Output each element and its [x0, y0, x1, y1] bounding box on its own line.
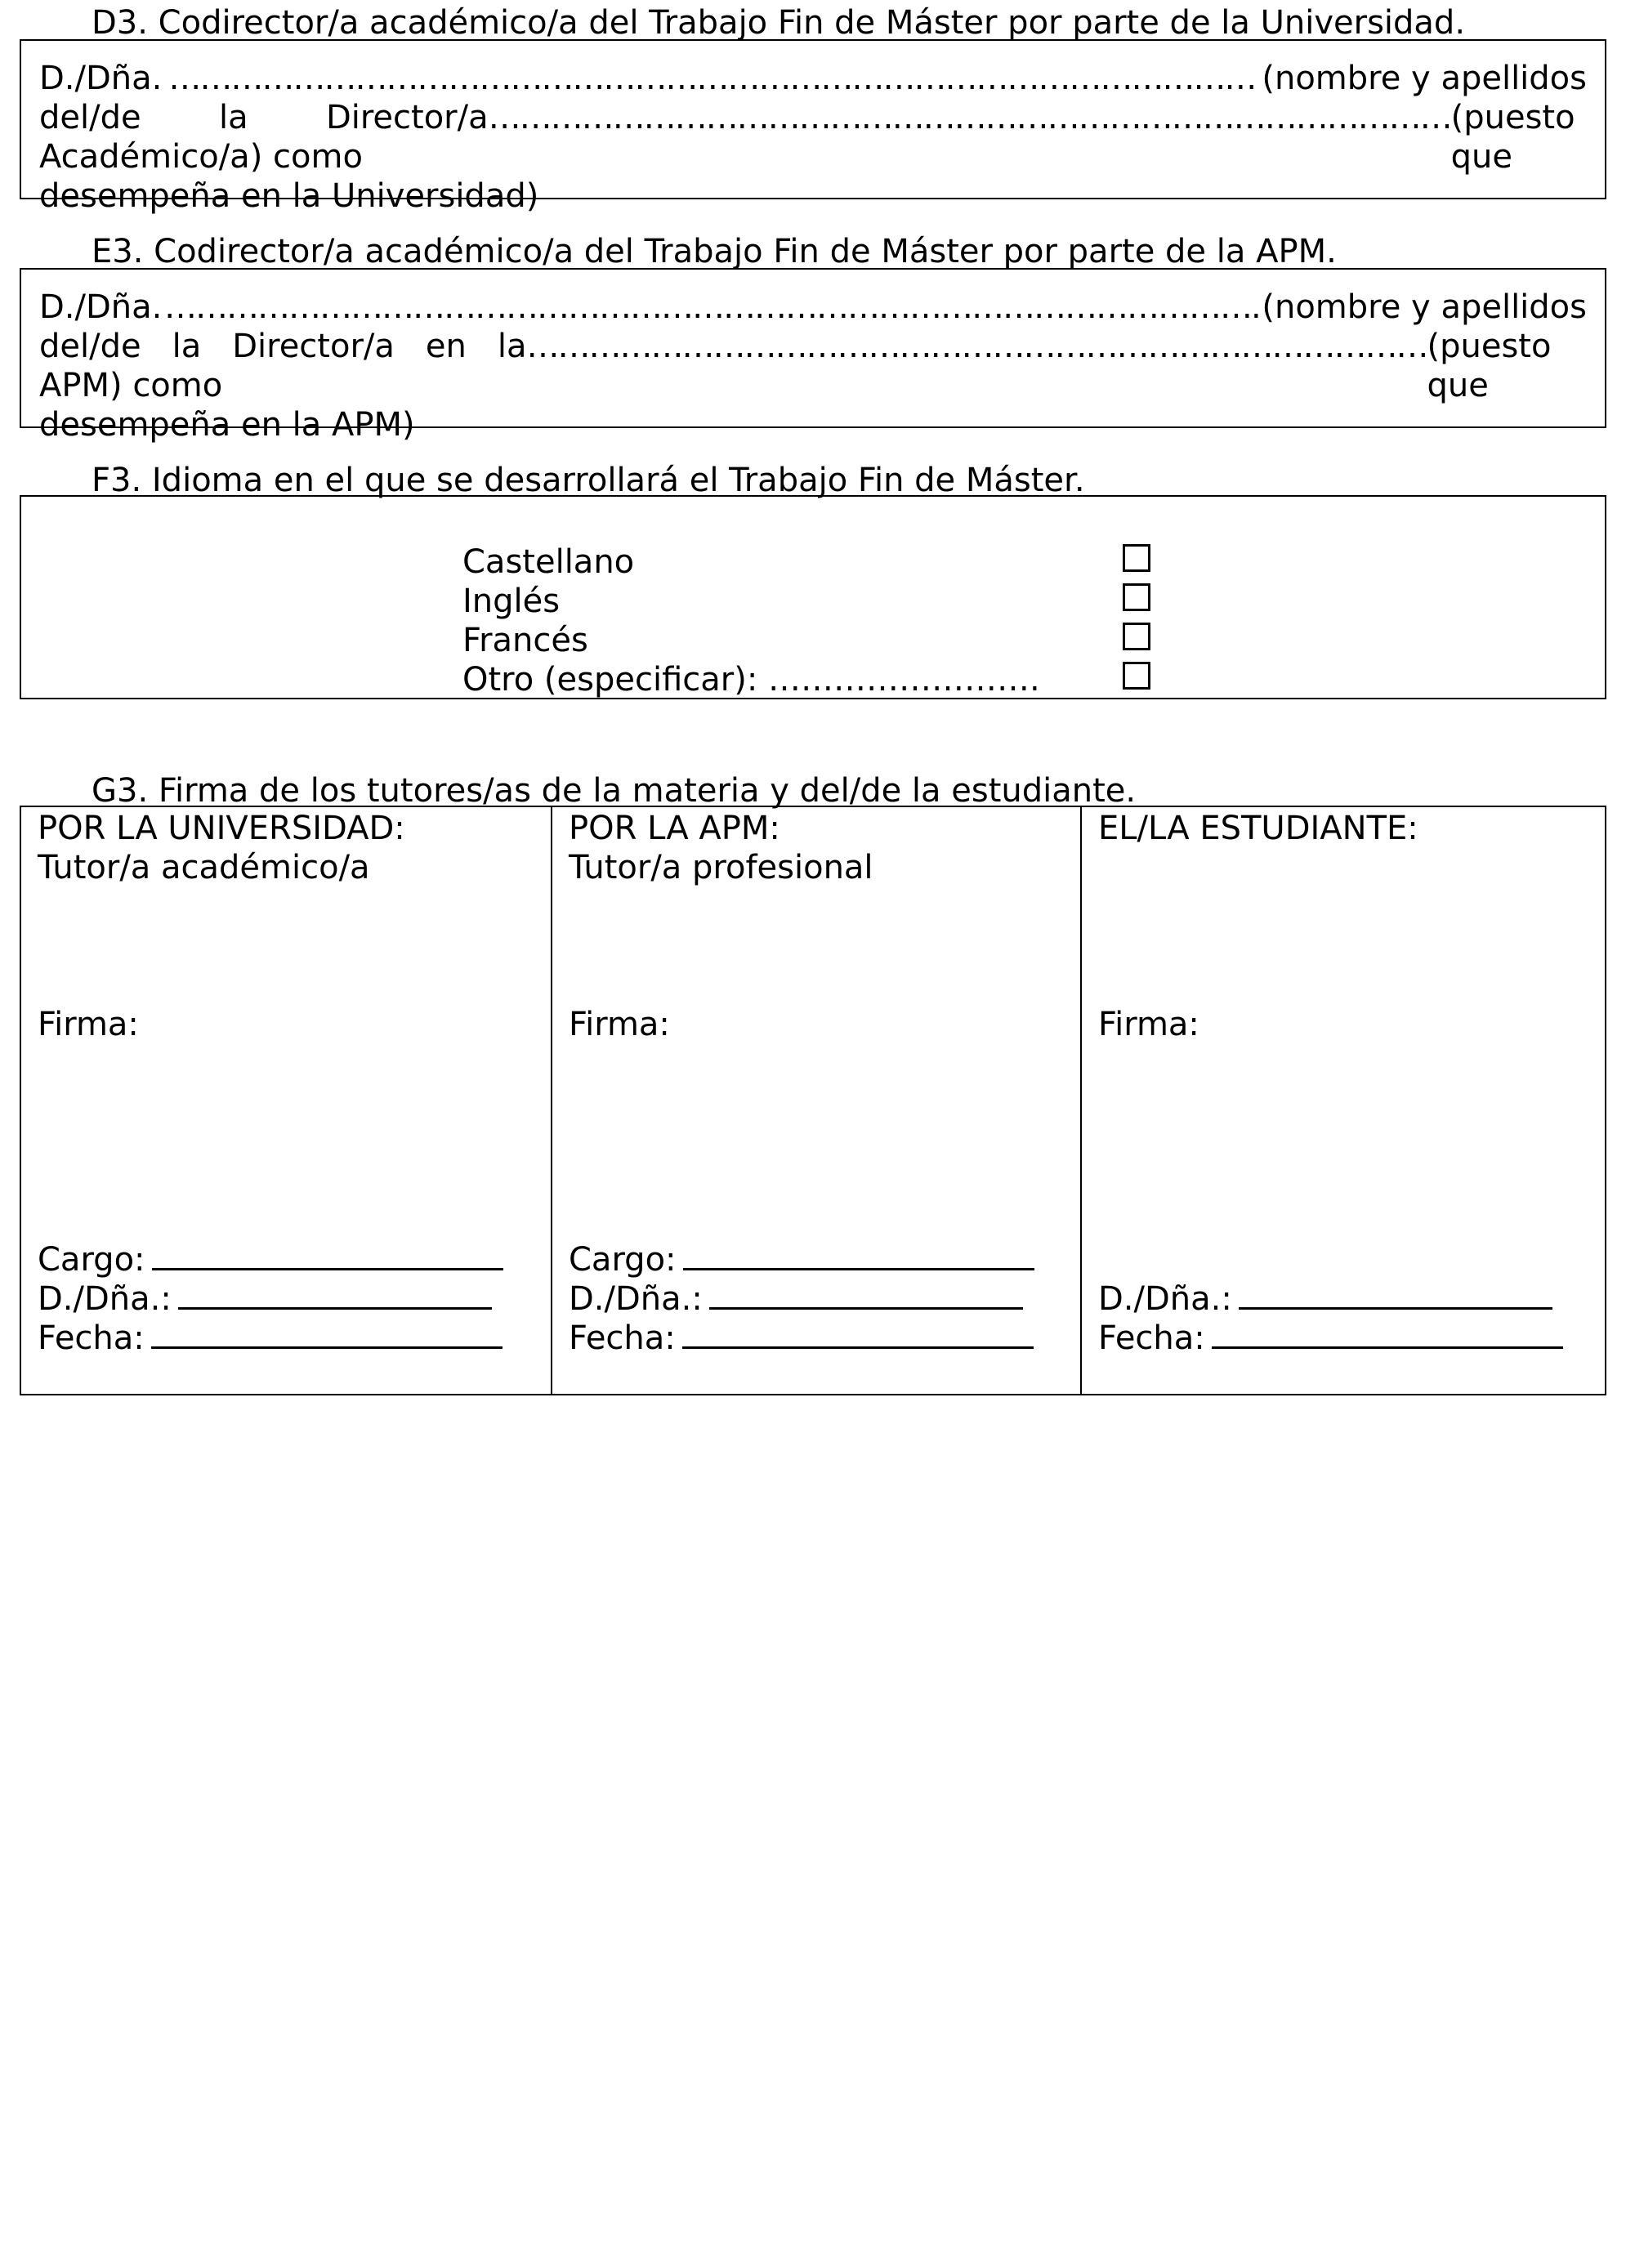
sig-title: EL/LA ESTUDIANTE:: [1098, 810, 1418, 847]
section-f3-heading: F3. Idioma en el que se desarrollará el Trabajo Fin de Máster.: [92, 462, 1085, 499]
sig-dna-row: [1098, 1279, 1552, 1319]
sig-dna-row: [569, 1279, 1023, 1319]
signature-column-apm: [551, 807, 1080, 1394]
section-d3-heading: D3. Codirector/a académico/a del Trabajo Fin de Máster por parte de la Universidad.: [92, 4, 1466, 42]
e3-line3: desempeña en la APM): [39, 406, 415, 444]
e3-name-field[interactable]: …………………………………………………………………………………………….: [164, 288, 1260, 326]
d3-line2-prefix: del/de la Director/a Académico/a) como: [39, 99, 489, 176]
section-e3-box: [20, 268, 1606, 444]
sig-subtitle: Tutor/a profesional: [569, 849, 873, 886]
sig-fecha-label: Fecha:: [38, 1319, 145, 1357]
language-ingles: Inglés: [462, 583, 561, 620]
sig-title: POR LA APM:: [569, 810, 780, 847]
signature-column-universidad: [21, 807, 551, 1394]
section-g3-heading: G3. Firma de los tutores/as de la materia y del/de la estudiante.: [92, 772, 1137, 810]
checkbox-otro[interactable]: [1123, 662, 1150, 690]
sig-cargo-field[interactable]: [152, 1267, 503, 1270]
sig-subtitle: Tutor/a académico/a: [38, 849, 370, 886]
sig-firma-label: Firma:: [38, 1006, 139, 1043]
d3-prefix: D./Dña.: [39, 60, 163, 97]
e3-line2-prefix: del/de la Director/a en la APM) como: [39, 328, 527, 404]
sig-fecha-row: [38, 1319, 503, 1358]
sig-fecha-row: [569, 1319, 1034, 1358]
sig-fecha-label: Fecha:: [569, 1319, 676, 1357]
e3-position-field[interactable]: ……………………………………………………………………………: [526, 328, 1427, 365]
language-castellano: Castellano: [462, 543, 635, 581]
sig-cargo-label: Cargo:: [38, 1241, 145, 1279]
d3-position-field[interactable]: …………………………………………………………………………………: [488, 99, 1451, 136]
sig-dna-row: [38, 1279, 492, 1319]
sig-fecha-field[interactable]: [682, 1346, 1034, 1349]
sig-dna-label: D./Dña.:: [1098, 1280, 1232, 1318]
e3-suffix: (nombre y apellidos: [1262, 288, 1587, 326]
signature-column-estudiante: [1080, 807, 1605, 1394]
section-d3-paragraph: [39, 59, 1587, 216]
language-frances: Francés: [462, 622, 588, 659]
d3-line3: desempeña en la Universidad): [39, 177, 539, 215]
sig-dna-label: D./Dña.:: [38, 1280, 172, 1318]
d3-name-field[interactable]: ……………………………………………………………………………………………: [168, 60, 1256, 97]
sig-fecha-row: [1098, 1319, 1563, 1358]
language-otro: Otro (especificar): …………………….: [462, 661, 1040, 699]
sig-cargo-row: [38, 1240, 503, 1279]
language-list: [462, 542, 1040, 699]
checkbox-frances[interactable]: [1123, 623, 1150, 650]
sig-dna-field[interactable]: [709, 1306, 1023, 1310]
d3-suffix: (nombre y apellidos: [1262, 60, 1587, 97]
sig-cargo-field[interactable]: [683, 1267, 1034, 1270]
sig-cargo-label: Cargo:: [569, 1241, 677, 1279]
sig-firma-label: Firma:: [1098, 1006, 1199, 1043]
section-d3-box: [20, 39, 1606, 215]
e3-line2-suffix: (puesto que: [1427, 328, 1552, 404]
sig-fecha-field[interactable]: [1212, 1346, 1563, 1349]
d3-line2-suffix: (puesto que: [1450, 99, 1575, 176]
sig-dna-field[interactable]: [178, 1306, 492, 1310]
sig-fecha-field[interactable]: [151, 1346, 503, 1349]
signature-table: [20, 806, 1606, 1395]
sig-title: POR LA UNIVERSIDAD:: [38, 810, 405, 847]
sig-fecha-label: Fecha:: [1098, 1319, 1205, 1357]
sig-cargo-row: [569, 1240, 1034, 1279]
e3-prefix: D./Dña.: [39, 288, 163, 326]
sig-dna-label: D./Dña.:: [569, 1280, 703, 1318]
section-e3-paragraph: [39, 288, 1587, 444]
section-f3-box: [20, 495, 1606, 699]
section-e3-heading: E3. Codirector/a académico/a del Trabajo Fin de Máster por parte de la APM.: [92, 233, 1337, 270]
sig-dna-field[interactable]: [1239, 1306, 1552, 1310]
sig-firma-label: Firma:: [569, 1006, 670, 1043]
checkbox-ingles[interactable]: [1123, 583, 1150, 611]
checkbox-castellano[interactable]: [1123, 544, 1150, 572]
